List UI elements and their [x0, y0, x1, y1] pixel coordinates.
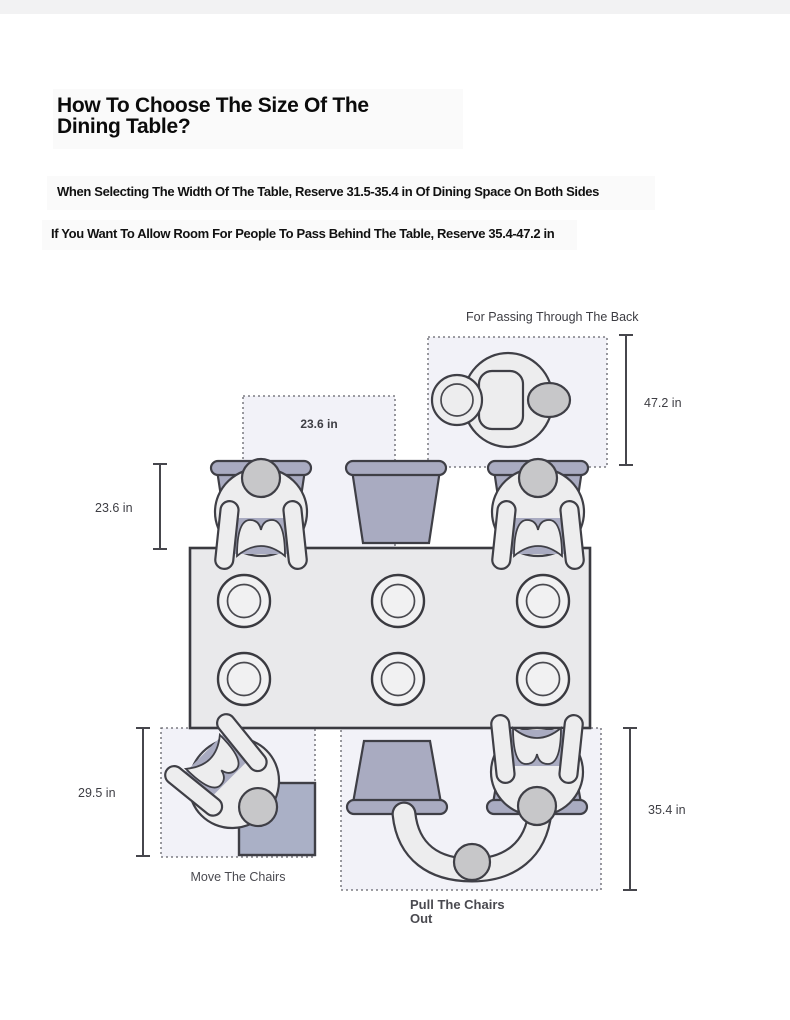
measurement-back-clearance: 47.2 in — [644, 396, 682, 410]
ruler-pull-clearance — [623, 728, 637, 890]
plate — [517, 575, 569, 627]
ruler-dining-space-side — [153, 464, 167, 549]
measurement-move-clearance: 29.5 in — [78, 786, 116, 800]
caption-pull-chairs-line2: Out — [410, 910, 433, 926]
measurement-pull-clearance: 35.4 in — [648, 803, 686, 817]
caption-pull-chairs-line1: Pull The Chairs — [410, 897, 505, 912]
caption-pull-chairs — [410, 898, 505, 925]
subtitle-dining-space: When Selecting The Width Of The Table, Reserve 31.5-35.4 in Of Dining Space On Both Sides — [57, 184, 600, 199]
person-pulling-head — [454, 844, 490, 880]
subtitle-pass-behind: If You Want To Allow Room For People To Pass Behind The Table, Reserve 35.4-47.2 in — [51, 226, 555, 241]
plate — [432, 375, 482, 425]
plate — [517, 653, 569, 705]
plate — [372, 653, 424, 705]
ruler-move-clearance — [136, 728, 150, 856]
plate — [218, 653, 270, 705]
plate — [372, 575, 424, 627]
head — [528, 383, 570, 417]
page-title-line1: How To Choose The Size Of The — [57, 94, 369, 117]
measurement-dining-space-side: 23.6 in — [95, 501, 133, 515]
caption-passing-back: For Passing Through The Back — [466, 310, 639, 324]
dining-table — [190, 548, 590, 728]
caption-move-chairs: Move The Chairs — [190, 870, 286, 884]
measurement-between-seats: 23.6 in — [300, 417, 338, 431]
ruler-back-clearance — [619, 335, 633, 465]
page-title-line2: Dining Table? — [57, 114, 191, 138]
chair-bottom-left — [347, 741, 447, 814]
plate — [218, 575, 270, 627]
chair-top-middle — [346, 461, 446, 543]
